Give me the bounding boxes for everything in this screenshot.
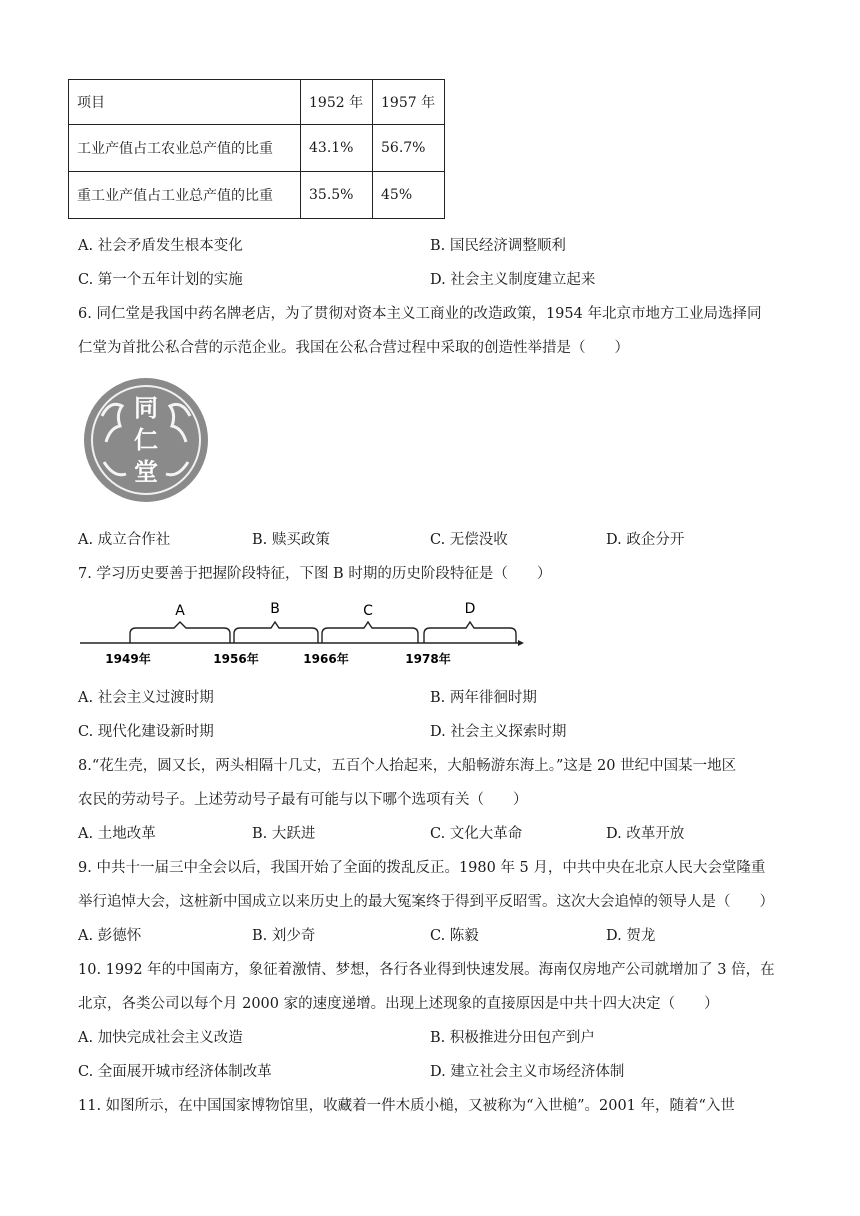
q9-option-a[interactable]: A. 彭德怀: [78, 928, 142, 944]
q7-stem-line1: 7. 学习历史要善于把握阶段特征，下图 B 时期的历史阶段特征是（ ）: [78, 566, 552, 582]
timeline-year-label: 1966年: [303, 652, 349, 666]
q10-option-d[interactable]: D. 建立社会主义市场经济体制: [430, 1064, 625, 1080]
q8-stem-line2: 农民的劳动号子。上述劳动号子最有可能与以下哪个选项有关（ ）: [78, 792, 528, 808]
table-cell: 35.5%: [301, 172, 373, 219]
table-header-cell: 项目: [69, 80, 301, 125]
timeline-segment-label: B: [270, 601, 280, 617]
timeline-bracket-d: [424, 622, 516, 643]
q8-stem-line1: 8.“花生壳，圆又长，两头相隔十几丈，五百个人抬起来，大船畅游东海上。”这是 20 世纪中国某一地区: [78, 758, 737, 774]
q9-stem-line1: 9. 中共十一届三中全会以后，我国开始了全面的拨乱反正。1980 年 5 月，中共中央在北京人民大会堂隆重: [78, 860, 766, 876]
q6-option-c[interactable]: C. 无偿没收: [430, 532, 508, 548]
table-header-row: [69, 80, 445, 125]
table-cell: 重工业产值占工业总产值的比重: [69, 172, 301, 219]
timeline-bracket-c: [322, 622, 418, 643]
q6-option-d[interactable]: D. 政企分开: [606, 532, 685, 548]
q8-option-d[interactable]: D. 改革开放: [606, 826, 685, 842]
table-cell: 45%: [373, 172, 445, 219]
table-header-cell: 1952 年: [301, 80, 373, 125]
q6-option-a[interactable]: A. 成立合作社: [78, 532, 171, 548]
q8-option-c[interactable]: C. 文化大革命: [430, 826, 523, 842]
timeline-arrow: [518, 640, 524, 646]
timeline-diagram: [78, 596, 528, 676]
q5-option-c[interactable]: C. 第一个五年计划的实施: [78, 272, 243, 288]
table-cell: 43.1%: [301, 125, 373, 172]
table-cell: 工业产值占工农业总产值的比重: [69, 125, 301, 172]
table-row: [69, 172, 445, 219]
q10-option-b[interactable]: B. 积极推进分田包产到户: [430, 1030, 595, 1046]
seal-char: 仁: [134, 425, 158, 454]
q7-option-a[interactable]: A. 社会主义过渡时期: [78, 690, 214, 706]
q7-option-c[interactable]: C. 现代化建设新时期: [78, 724, 214, 740]
q5-option-b[interactable]: B. 国民经济调整顺利: [430, 238, 566, 254]
timeline-segment-label: C: [363, 603, 373, 619]
q10-stem-line2: 北京，各类公司以每个月 2000 家的速度递增。出现上述现象的直接原因是中共十四大决定（ ）: [78, 996, 719, 1012]
timeline-year-label: 1978年: [405, 652, 451, 666]
q8-option-a[interactable]: A. 土地改革: [78, 826, 156, 842]
q7-option-b[interactable]: B. 两年徘徊时期: [430, 690, 537, 706]
timeline-year-label: 1949年: [105, 652, 151, 666]
table-header-cell: 1957 年: [373, 80, 445, 125]
timeline-bracket-b: [234, 622, 318, 643]
timeline-bracket-a: [130, 622, 230, 643]
q6-stem-line1: 6. 同仁堂是我国中药名牌老店，为了贯彻对资本主义工商业的改造政策，1954 年北京市地方工业局选择同: [78, 306, 762, 322]
data-table: [68, 79, 445, 219]
q7-option-d[interactable]: D. 社会主义探索时期: [430, 724, 567, 740]
q11-stem-line1: 11. 如图所示，在中国国家博物馆里，收藏着一件木质小槌，又被称为“入世槌”。2001 年，随着“入世: [78, 1098, 735, 1114]
seal-char: 堂: [134, 457, 158, 486]
table-cell: 56.7%: [373, 125, 445, 172]
seal-char: 同: [134, 393, 158, 422]
q5-option-d[interactable]: D. 社会主义制度建立起来: [430, 272, 596, 288]
q9-option-c[interactable]: C. 陈毅: [430, 928, 479, 944]
timeline-segment-label: A: [175, 603, 185, 619]
q9-option-d[interactable]: D. 贺龙: [606, 928, 656, 944]
q10-option-a[interactable]: A. 加快完成社会主义改造: [78, 1030, 243, 1046]
q6-stem-line2: 仁堂为首批公私合营的示范企业。我国在公私合营过程中采取的创造性举措是（ ）: [78, 340, 629, 356]
q6-option-b[interactable]: B. 赎买政策: [252, 532, 330, 548]
q10-stem-line1: 10. 1992 年的中国南方，象征着激情、梦想，各行各业得到快速发展。海南仅房地产公司就增加了 3 倍，在: [78, 962, 775, 978]
q9-option-b[interactable]: B. 刘少奇: [252, 928, 316, 944]
table-row: [69, 125, 445, 172]
tongrentang-seal-image: [82, 376, 210, 504]
q9-stem-line2: 举行追悼大会，这桩新中国成立以来历史上的最大冤案终于得到平反昭雪。这次大会追悼的领导人是（ ）: [78, 894, 774, 910]
timeline-segment-label: D: [464, 601, 476, 617]
q10-option-c[interactable]: C. 全面展开城市经济体制改革: [78, 1064, 272, 1080]
q5-option-a[interactable]: A. 社会矛盾发生根本变化: [78, 238, 243, 254]
q8-option-b[interactable]: B. 大跃进: [252, 826, 316, 842]
timeline-year-label: 1956年: [213, 652, 259, 666]
